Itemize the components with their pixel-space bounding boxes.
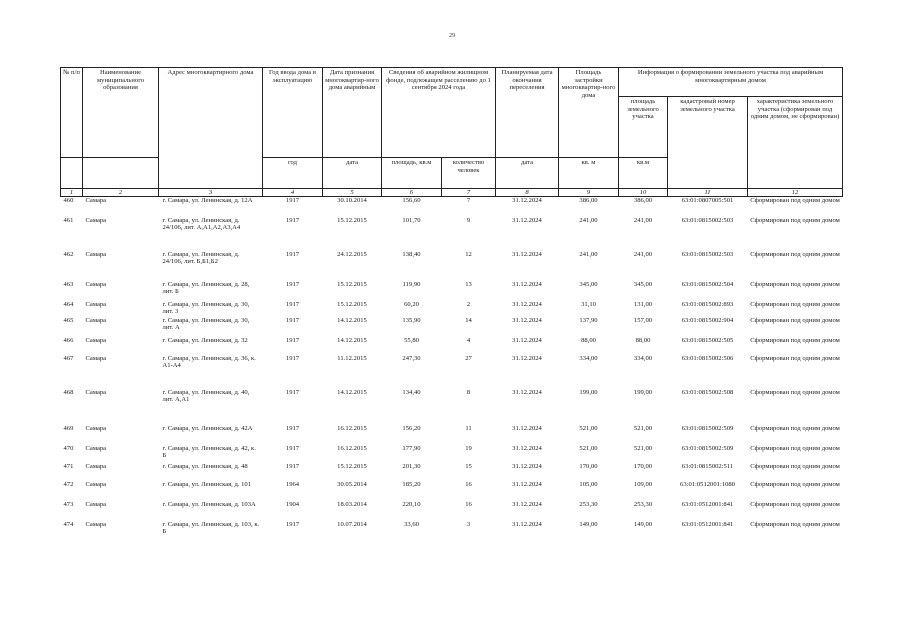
table-row [61, 481, 843, 501]
emergency-area: 134,40 [402, 388, 421, 396]
land-area: 345,00 [633, 280, 653, 288]
land-status: Сформирован под одним домом [750, 424, 840, 432]
year-built: 1917 [285, 388, 300, 396]
year-built: 1917 [285, 520, 300, 528]
column-number: 5 [323, 189, 382, 197]
land-area: 149,00 [633, 520, 653, 528]
header-blank-num [61, 158, 83, 189]
document-page [60, 67, 842, 543]
building-area: 386,00 [579, 197, 598, 204]
cadastral-number: 63:01:0512001:1080 [680, 480, 735, 488]
building-area: 137,90 [579, 316, 598, 324]
row-number: 463 [63, 280, 74, 288]
planned-end-date: 31.12.2024 [512, 444, 542, 452]
planned-end-date: 31.12.2024 [512, 300, 542, 308]
cadastral-number: 63:01:0512001:841 [681, 500, 734, 508]
column-number: 8 [496, 189, 559, 197]
residents-count: 3 [466, 520, 471, 528]
land-area: 334,00 [633, 354, 653, 362]
emergency-date: 30.10.2014 [337, 197, 367, 204]
emergency-area: 156,60 [402, 197, 421, 204]
row-number: 469 [63, 424, 74, 432]
planned-end-date: 31.12.2024 [512, 480, 542, 488]
address: г. Самара, ул. Ленинская, д. 48 [162, 462, 248, 470]
municipality: Самара [85, 197, 107, 204]
planned-end-date: 31.12.2024 [512, 336, 542, 344]
planned-end-date: 31.12.2024 [512, 462, 542, 470]
land-area: 253,30 [633, 500, 653, 508]
cadastral-number: 63:01:0815002:503 [681, 250, 734, 258]
emergency-area: 201,30 [402, 462, 421, 470]
land-area: 241,00 [633, 216, 653, 224]
planned-end-date: 31.12.2024 [512, 216, 542, 224]
row-number: 465 [63, 316, 74, 324]
emergency-area: 185,20 [402, 480, 421, 488]
building-area: 31,10 [581, 300, 596, 308]
row-number: 464 [63, 300, 74, 308]
year-built: 1917 [285, 280, 300, 288]
land-area: 386,00 [633, 197, 653, 204]
year-built: 1917 [285, 336, 300, 344]
municipality: Самара [85, 316, 107, 324]
year-built: 1917 [285, 197, 300, 204]
building-area: 105,00 [579, 480, 598, 488]
cadastral-number: 63:01:0815002:509 [681, 424, 734, 432]
row-number: 473 [63, 500, 74, 508]
municipality: Самара [85, 388, 107, 396]
address: г. Самара, ул. Ленинская, д. 24/106, лит. А,А1,А2,А3,А4 [162, 216, 241, 232]
address: г. Самара, ул. Ленинская, д. 12А [162, 197, 253, 204]
building-area: 170,00 [579, 462, 598, 470]
header-land-info: Информация о формировании земельного участка под аварийным многоквартирным домом [619, 68, 843, 97]
land-status: Сформирован под одним домом [750, 316, 840, 324]
municipality: Самара [85, 480, 107, 488]
residents-count: 13 [465, 280, 472, 288]
row-number: 460 [63, 197, 74, 204]
emergency-area: 60,20 [404, 300, 419, 308]
table-row [61, 463, 843, 481]
table-body [61, 197, 843, 543]
table-row [61, 281, 843, 301]
emergency-area: 101,70 [402, 216, 421, 224]
residents-count: 16 [465, 500, 472, 508]
municipality: Самара [85, 216, 107, 224]
header-cadastral: кадастровый номер земельного участка [668, 97, 748, 189]
header-municipality: Наименование муниципального образования [83, 68, 159, 158]
land-area: 241,00 [633, 250, 653, 258]
address: г. Самара, ул. Ленинская, д. 42, к. Б [162, 444, 256, 460]
building-area: 241,00 [579, 250, 598, 258]
table-row [61, 389, 843, 425]
emergency-area: 220,10 [402, 500, 421, 508]
column-number: 2 [83, 189, 159, 197]
land-status: Сформирован под одним домом [750, 354, 840, 362]
building-area: 149,00 [579, 520, 598, 528]
planned-end-date: 31.12.2024 [512, 280, 542, 288]
municipality: Самара [85, 354, 107, 362]
column-number: 3 [159, 189, 263, 197]
residents-count: 27 [465, 354, 472, 362]
land-status: Сформирован под одним домом [750, 197, 840, 204]
building-area: 521,00 [579, 444, 598, 452]
emergency-area: 156,20 [402, 424, 421, 432]
column-number: 10 [619, 189, 668, 197]
emergency-area: 33,60 [404, 520, 419, 528]
table-row [61, 337, 843, 355]
cadastral-number: 63:01:0815002:505 [681, 336, 734, 344]
table-row [61, 197, 843, 217]
header-land-area: площадь земельного участка [619, 97, 668, 158]
row-number: 471 [63, 462, 74, 470]
residents-count: 11 [465, 424, 472, 432]
emergency-date: 14.12.2015 [337, 388, 367, 396]
emergency-date: 16.12.2015 [337, 444, 367, 452]
year-built: 1917 [285, 354, 300, 362]
cadastral-number: 63:01:0815002:506 [681, 354, 734, 362]
planned-end-date: 31.12.2024 [512, 250, 542, 258]
address: г. Самара, ул. Ленинская, д. 103А [162, 500, 256, 508]
municipality: Самара [85, 280, 107, 288]
building-area: 334,00 [579, 354, 598, 362]
cadastral-number: 63:01:0815002:509 [681, 444, 734, 452]
table-row [61, 521, 843, 543]
column-number: 11 [668, 189, 748, 197]
table-row [61, 251, 843, 281]
planned-end-date: 31.12.2024 [512, 388, 542, 396]
emergency-date: 11.12.2015 [337, 354, 367, 362]
unit-date-end: дата [496, 158, 559, 189]
cadastral-number: 63:01:0815002:511 [681, 462, 734, 470]
year-built: 1917 [285, 250, 300, 258]
table-row [61, 425, 843, 445]
table-row [61, 217, 843, 251]
land-area: 109,00 [633, 480, 653, 488]
emergency-area: 55,80 [404, 336, 419, 344]
municipality: Самара [85, 462, 107, 470]
address: г. Самара, ул. Ленинская, д. 32 [162, 336, 248, 344]
cadastral-number: 63:01:0815002:504 [681, 280, 734, 288]
municipality: Самара [85, 444, 107, 452]
emergency-date: 14.12.2015 [337, 316, 367, 324]
emergency-date: 16.12.2015 [337, 424, 367, 432]
land-status: Сформирован под одним домом [750, 480, 840, 488]
land-area: 170,00 [633, 462, 653, 470]
emergency-date: 24.12.2015 [337, 250, 367, 258]
emergency-area: 135,90 [402, 316, 421, 324]
land-area: 521,00 [633, 424, 653, 432]
row-number: 474 [63, 520, 74, 528]
land-status: Сформирован под одним домом [750, 336, 840, 344]
emergency-date: 15.12.2015 [337, 280, 367, 288]
emergency-date: 30.05.2014 [337, 480, 367, 488]
building-area: 88,00 [581, 336, 596, 344]
cadastral-number: 63:01:0512001:841 [681, 520, 734, 528]
column-number: 6 [382, 189, 442, 197]
header-building-area: Площадь застройки многоквартир-ного дома [559, 68, 619, 158]
residents-count: 15 [465, 462, 472, 470]
row-number: 472 [63, 480, 74, 488]
header-planned-end: Планируемая дата окончания переселения [496, 68, 559, 158]
unit-year: год [263, 158, 323, 189]
emergency-date: 15.12.2015 [337, 300, 367, 308]
table-row [61, 501, 843, 521]
row-number: 462 [63, 250, 74, 258]
year-built: 1964 [285, 480, 300, 488]
land-status: Сформирован под одним домом [750, 388, 840, 396]
unit-sqm-building: кв. м [559, 158, 619, 189]
building-area: 253,30 [579, 500, 598, 508]
column-number: 4 [263, 189, 323, 197]
row-number: 461 [63, 216, 74, 224]
address: г. Самара, ул. Ленинская, д. 30, лит. 3 [162, 300, 250, 316]
unit-people: количество человек [442, 158, 496, 189]
planned-end-date: 31.12.2024 [512, 316, 542, 324]
year-built: 1917 [285, 316, 300, 324]
unit-date: дата [323, 158, 382, 189]
row-number: 466 [63, 336, 74, 344]
column-number-row [61, 189, 843, 197]
land-area: 88,00 [635, 336, 651, 344]
residents-count: 9 [466, 216, 471, 224]
residents-count: 14 [465, 316, 472, 324]
year-built: 1917 [285, 424, 300, 432]
land-status: Сформирован под одним домом [750, 216, 840, 224]
cadastral-number: 63:01:0815002:508 [681, 388, 734, 396]
land-status: Сформирован под одним домом [750, 280, 840, 288]
municipality: Самара [85, 250, 107, 258]
year-built: 1917 [285, 444, 300, 452]
building-area: 241,00 [579, 216, 598, 224]
address: г. Самара, ул. Ленинская, д. 30, лит. А [162, 316, 250, 332]
table-row [61, 445, 843, 463]
row-number: 468 [63, 388, 74, 396]
emergency-area: 119,90 [402, 280, 421, 288]
emergency-housing-table [60, 67, 843, 543]
cadastral-number: 63:01:0815002:893 [681, 300, 734, 308]
row-number: 467 [63, 354, 74, 362]
address: г. Самара, ул. Ленинская, д. 28, лит. Б [162, 280, 250, 296]
header-num: № п/п [61, 68, 83, 158]
emergency-date: 10.07.2014 [337, 520, 367, 528]
unit-sqm-land: кв.м [619, 158, 668, 189]
residents-count: 4 [466, 336, 471, 344]
land-status: Сформирован под одним домом [750, 444, 840, 452]
column-number: 9 [559, 189, 619, 197]
table-row [61, 317, 843, 337]
column-number: 1 [61, 189, 83, 197]
emergency-area: 247,30 [402, 354, 421, 362]
year-built: 1917 [285, 462, 300, 470]
residents-count: 8 [466, 388, 471, 396]
planned-end-date: 31.12.2024 [512, 520, 542, 528]
municipality: Самара [85, 336, 107, 344]
emergency-date: 15.12.2015 [337, 462, 367, 470]
address: г. Самара, ул. Ленинская, д. 101 [162, 480, 252, 488]
emergency-date: 14.12.2015 [337, 336, 367, 344]
land-status: Сформирован под одним домом [750, 462, 840, 470]
land-status: Сформирован под одним домом [750, 500, 840, 508]
header-date-emergency: Дата признания многоквартир-ного дома аварийным [323, 68, 382, 158]
residents-count: 19 [465, 444, 472, 452]
cadastral-number: 63:01:0807005:501 [681, 197, 734, 204]
column-number: 12 [748, 189, 843, 197]
emergency-area: 177,90 [402, 444, 421, 452]
unit-area: площадь, кв.м [382, 158, 442, 189]
municipality: Самара [85, 520, 107, 528]
address: г. Самара, ул. Ленинская, д. 40, лит. А,А1 [162, 388, 250, 404]
residents-count: 2 [466, 300, 471, 308]
land-status: Сформирован под одним домом [750, 520, 840, 528]
land-area: 157,00 [633, 316, 653, 324]
header-year: Год ввода дома в эксплуатацию [263, 68, 323, 158]
planned-end-date: 31.12.2024 [512, 354, 542, 362]
planned-end-date: 31.12.2024 [512, 197, 542, 204]
header-characteristic: характеристика земельного участка (сформирован под одним домом, не сформирован) [748, 97, 843, 189]
land-status: Сформирован под одним домом [750, 300, 840, 308]
land-area: 199,00 [633, 388, 653, 396]
land-status: Сформирован под одним домом [750, 250, 840, 258]
year-built: 1917 [285, 216, 300, 224]
emergency-date: 15.12.2015 [337, 216, 367, 224]
address: г. Самара, ул. Ленинская, д. 103, к. Б [162, 520, 260, 536]
header-address: Адрес многоквартирного дома [159, 68, 263, 189]
residents-count: 7 [466, 197, 471, 204]
planned-end-date: 31.12.2024 [512, 500, 542, 508]
page-number: 29 [449, 33, 455, 39]
address: г. Самара, ул. Ленинская, д. 42А [162, 424, 253, 432]
residents-count: 16 [465, 480, 472, 488]
planned-end-date: 31.12.2024 [512, 424, 542, 432]
table-row [61, 355, 843, 389]
residents-count: 12 [465, 250, 472, 258]
year-built: 1904 [285, 500, 300, 508]
municipality: Самара [85, 424, 107, 432]
header-info-emergency: Сведения об аварийном жилищном фонде, подлежащем расселению до 1 сентября 2024 года [382, 68, 496, 158]
column-number: 7 [442, 189, 496, 197]
land-area: 131,00 [633, 300, 653, 308]
emergency-date: 18.03.2014 [337, 500, 367, 508]
cadastral-number: 63:01:0815002:904 [681, 316, 734, 324]
building-area: 199,00 [579, 388, 598, 396]
address: г. Самара, ул. Ленинская, д. 24/106, лит. Б,Б1,Б2 [162, 250, 240, 266]
year-built: 1917 [285, 300, 300, 308]
emergency-area: 138,40 [402, 250, 421, 258]
building-area: 345,00 [579, 280, 598, 288]
municipality: Самара [85, 500, 107, 508]
municipality: Самара [85, 300, 107, 308]
land-area: 521,00 [633, 444, 653, 452]
table-row [61, 301, 843, 317]
building-area: 521,00 [579, 424, 598, 432]
row-number: 470 [63, 444, 74, 452]
header-blank-mun [83, 158, 159, 189]
cadastral-number: 63:01:0815002:503 [681, 216, 734, 224]
address: г. Самара, ул. Ленинская, д. 36, к. А1-А4 [162, 354, 256, 370]
